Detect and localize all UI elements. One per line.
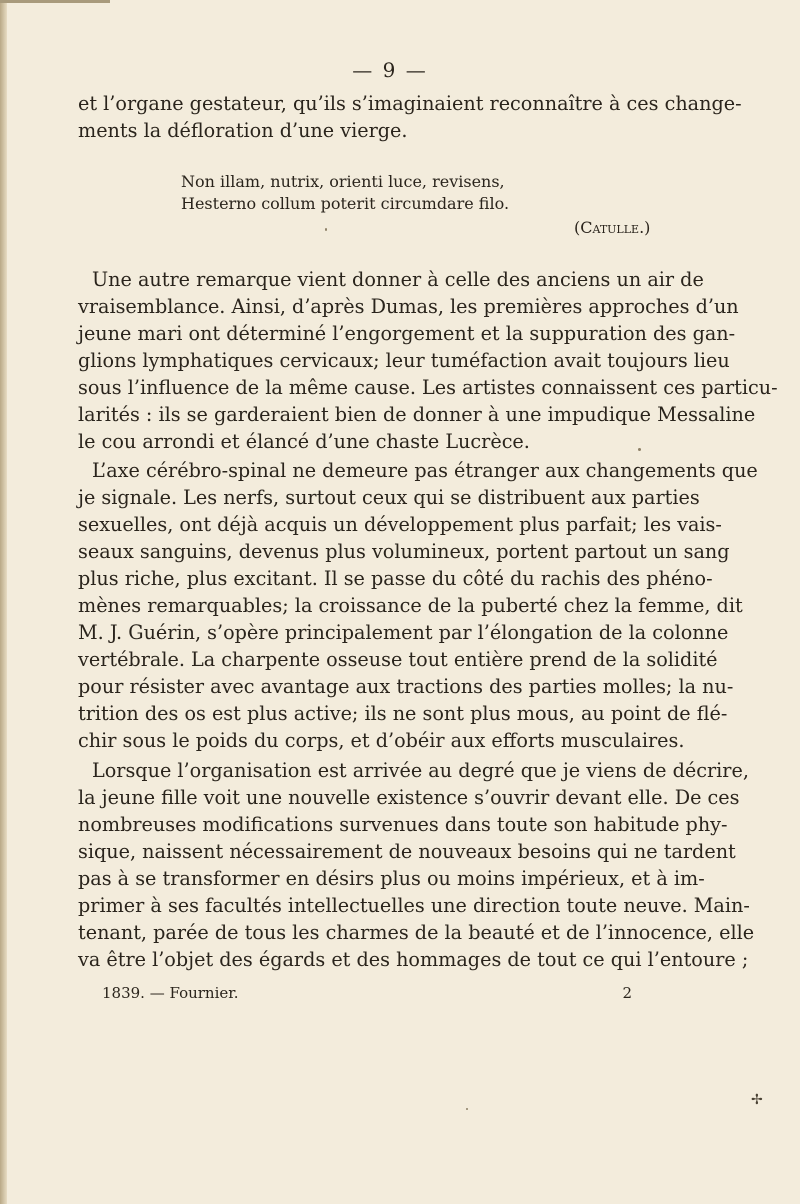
text-line: mènes remarquables; la croissance de la puberté chez la femme, dit bbox=[78, 594, 743, 617]
quote-line: Non illam, nutrix, orienti luce, revisens, bbox=[181, 172, 505, 191]
paper-speck bbox=[466, 1108, 468, 1110]
quote-source: (Catulle.) bbox=[574, 218, 651, 237]
text-line: pour résister avec avantage aux tractions des parties molles; la nu- bbox=[78, 675, 734, 698]
text-line: tenant, parée de tous les charmes de la beauté et de l’innocence, elle bbox=[78, 921, 755, 944]
text-line: va être l’objet des égards et des hommages de tout ce qui l’entoure ; bbox=[78, 948, 749, 971]
text-line: trition des os est plus active; ils ne sont plus mous, au point de flé- bbox=[78, 702, 728, 725]
sheet-number: 2 bbox=[622, 984, 632, 1002]
text-line: sous l’influence de la même cause. Les artistes connaissent ces particu- bbox=[78, 376, 778, 399]
quote-line: Hesterno collum poterit circumdare filo. bbox=[181, 194, 510, 213]
text-line: ments la défloration d’une vierge. bbox=[78, 119, 408, 142]
page-top-edge bbox=[0, 0, 110, 3]
text-line: chir sous le poids du corps, et d’obéir aux efforts musculaires. bbox=[78, 729, 685, 752]
paper-speck bbox=[638, 448, 641, 451]
text-line: la jeune fille voit une nouvelle existence s’ouvrir devant elle. De ces bbox=[78, 786, 740, 809]
text-line: M. J. Guérin, s’opère principalement par l’élongation de la colonne bbox=[78, 621, 729, 644]
printer-signature: 1839. — Fournier. bbox=[102, 984, 239, 1002]
text-line: L’axe cérébro-spinal ne demeure pas étranger aux changements que bbox=[92, 459, 758, 482]
text-line: glions lymphatiques cervicaux; leur tuméfaction avait toujours lieu bbox=[78, 349, 730, 372]
text-line: seaux sanguins, devenus plus volumineux, portent partout un sang bbox=[78, 540, 730, 563]
text-line: vraisemblance. Ainsi, d’après Dumas, les premières approches d’un bbox=[78, 295, 739, 318]
text-line: nombreuses modifications survenues dans toute son habitude phy- bbox=[78, 813, 728, 836]
text-line: sique, naissent nécessairement de nouveaux besoins qui ne tardent bbox=[78, 840, 736, 863]
text-line: jeune mari ont déterminé l’engorgement et la suppuration des gan- bbox=[78, 322, 736, 345]
text-line: vertébrale. La charpente osseuse tout entière prend de la solidité bbox=[78, 648, 718, 671]
text-line: Une autre remarque vient donner à celle des anciens un air de bbox=[92, 268, 704, 291]
text-line: je signale. Les nerfs, surtout ceux qui se distribuent aux parties bbox=[78, 486, 700, 509]
text-line: sexuelles, ont déjà acquis un développement plus parfait; les vais- bbox=[78, 513, 722, 536]
text-line: Lorsque l’organisation est arrivée au degré que je viens de décrire, bbox=[92, 759, 749, 782]
text-line: et l’organe gestateur, qu’ils s’imaginaient reconnaître à ces change- bbox=[78, 92, 742, 115]
paper-speck bbox=[325, 228, 327, 231]
page-number: — 9 — bbox=[352, 58, 428, 82]
text-line: pas à se transformer en désirs plus ou moins impérieux, et à im- bbox=[78, 867, 705, 890]
asterisk-mark-icon: ✢ bbox=[751, 1092, 763, 1108]
text-line: le cou arrondi et élancé d’une chaste Lucrèce. bbox=[78, 430, 530, 453]
page-binding-edge bbox=[0, 0, 7, 1204]
text-line: larités : ils se garderaient bien de donner à une impudique Messaline bbox=[78, 403, 756, 426]
text-line: primer à ses facultés intellectuelles une direction toute neuve. Main- bbox=[78, 894, 750, 917]
text-line: plus riche, plus excitant. Il se passe du côté du rachis des phéno- bbox=[78, 567, 713, 590]
